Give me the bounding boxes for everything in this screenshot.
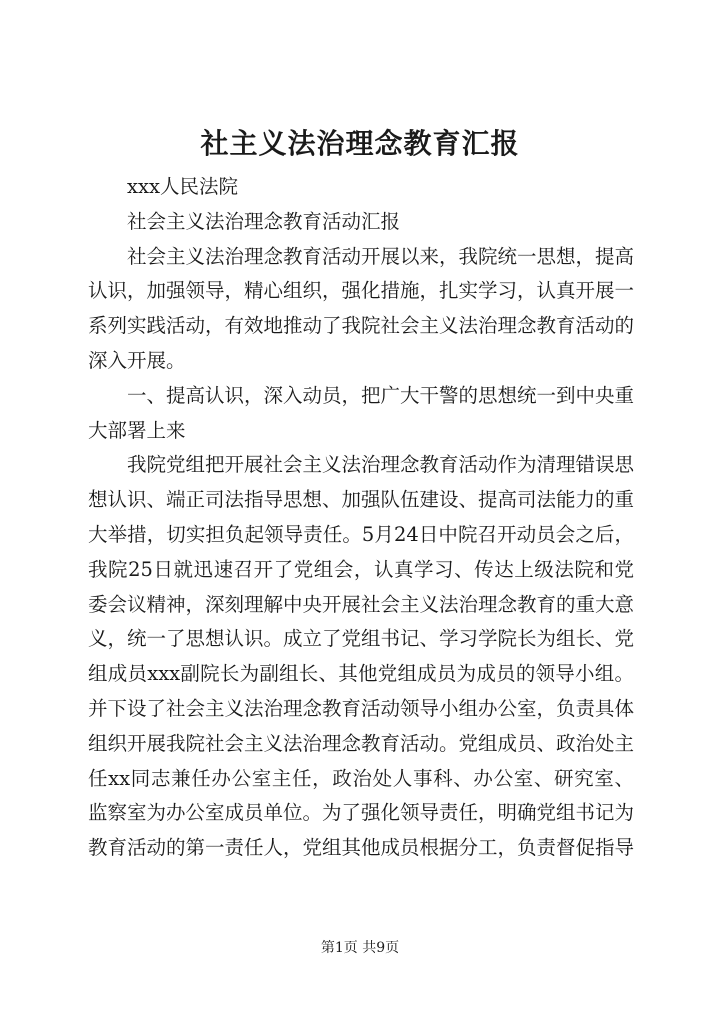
section-heading-1: 一、提高认识，深入动员，把广大干警的思想统一到中央重大部署上来 — [88, 383, 635, 442]
page-number-footer: 第1页 共9页 — [320, 940, 400, 956]
section-1-paragraph: 我院党组把开展社会主义法治理念教育活动作为清理错误思想认识、端正司法指导思想、加强队伍建设、提高司法能力的重大举措，切实担负起领导责任。5月24日中院召开动员会之后，我院25日就迅速召开了党组会，认真学习、传达上级法院和党委会议精神，深刻理解中央开展社会主义法治理念教育的重大意义，统一了思想认识。成立了党组书记、学习学院长为组长、党组成员xxx副院长为副组长、其他党组成员为成员的领导小组。并下设了社会主义法治理念教育活动领导小组办公室，负责具体组织开展我院社会主义法治理念教育活动。党组成员、政治处主任xx同志兼任办公室主任，政治处人事科、办公室、研究室、监察室为办公室成员单位。为了强化领导责任，明确党组书记为教育活动的第一责任人，党组其他成员根据分工，负责督促指导 — [88, 453, 635, 860]
report-subtitle: 社会主义法治理念教育活动汇报 — [127, 209, 401, 233]
court-name: xxx人民法院 — [127, 175, 238, 198]
document-title: 社主义法治理念教育汇报 — [200, 127, 520, 160]
intro-paragraph: 社会主义法治理念教育活动开展以来，我院统一思想，提高认识，加强领导，精心组织，强化措施，扎实学习，认真开展一系列实践活动，有效地推动了我院社会主义法治理念教育活动的深入开展。 — [88, 244, 635, 372]
document-body — [88, 170, 634, 866]
